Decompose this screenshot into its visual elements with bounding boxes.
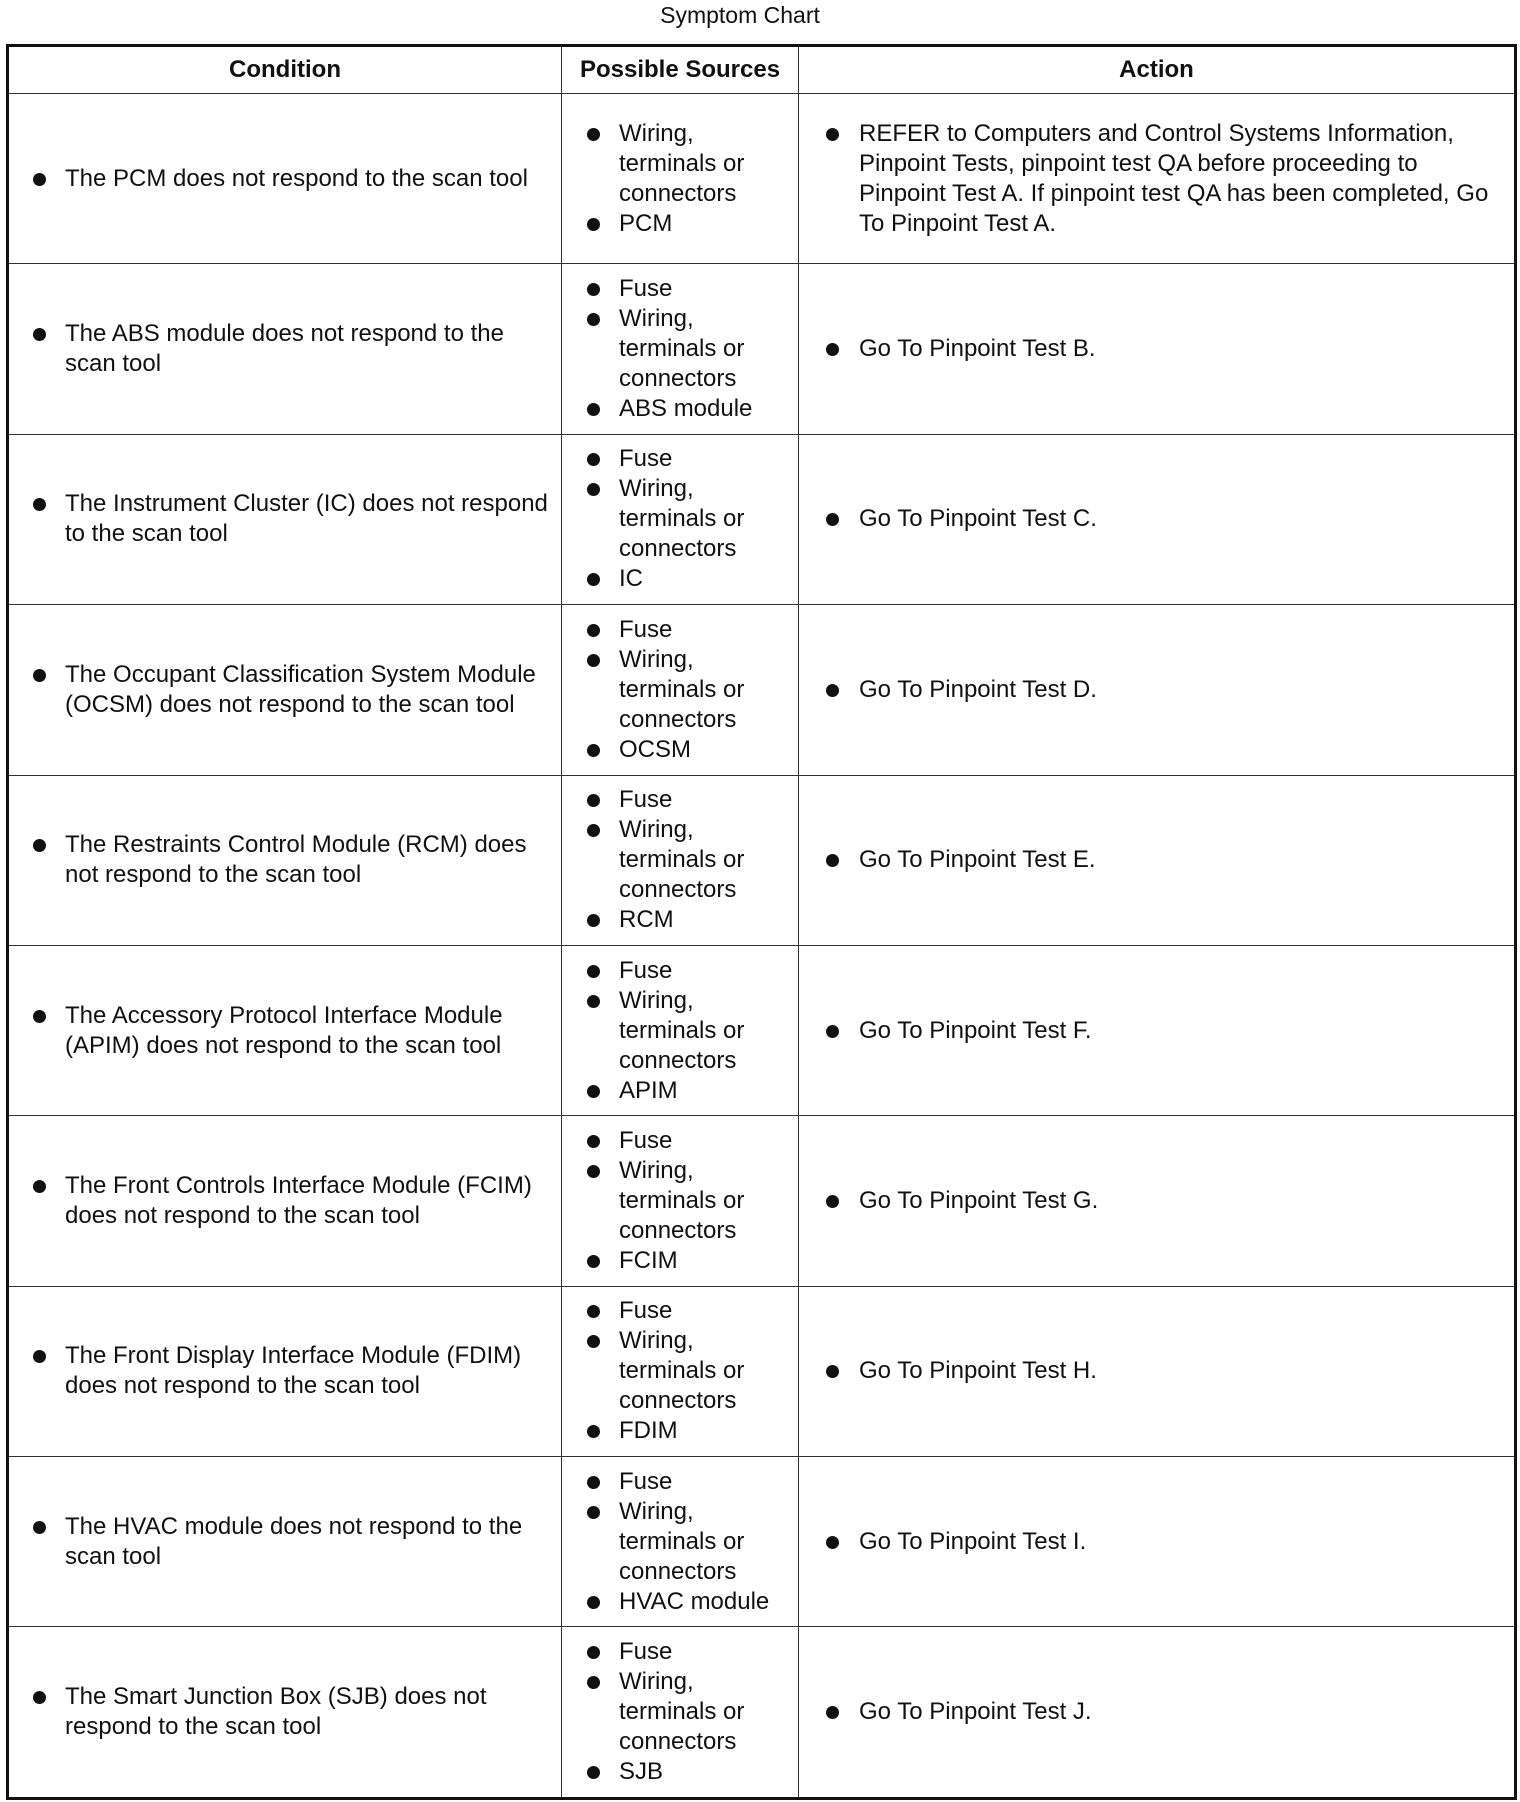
table-row [8,1457,1516,1627]
source-item: Wiring, terminals or connectors [619,645,794,735]
source-item: Wiring, terminals or connectors [619,815,794,905]
condition-text: The Instrument Cluster (IC) does not respond to the scan tool [65,489,551,549]
possible-sources-cell [562,1116,799,1286]
header-possible-sources: Possible Sources [562,46,799,94]
source-item: Fuse [619,1126,794,1156]
action-text: Go To Pinpoint Test D. [859,675,1500,705]
condition-text: The Front Controls Interface Module (FCIM) does not respond to the scan tool [65,1171,551,1231]
action-text: Go To Pinpoint Test G. [859,1186,1500,1216]
possible-sources-cell [562,94,799,264]
condition-cell [8,1627,562,1799]
source-item: IC [619,564,794,594]
action-cell [799,434,1516,604]
source-item: Fuse [619,1467,794,1497]
action-text: Go To Pinpoint Test C. [859,504,1500,534]
source-item: Fuse [619,956,794,986]
condition-cell [8,1457,562,1627]
source-item: FCIM [619,1246,794,1276]
action-cell [799,1627,1516,1799]
action-cell [799,94,1516,264]
header-action: Action [799,46,1516,94]
action-cell [799,945,1516,1115]
source-item: Wiring, terminals or connectors [619,304,794,394]
action-cell [799,1286,1516,1456]
possible-sources-cell [562,1457,799,1627]
possible-sources-cell [562,1627,799,1799]
action-cell [799,605,1516,775]
table-row [8,1627,1516,1799]
action-text: REFER to Computers and Control Systems Information, Pinpoint Tests, pinpoint test QA before proceeding to Pinpoint Test A. If pinpoint test QA has been completed, Go To Pinpoint Test A. [859,119,1500,239]
source-item: Wiring, terminals or connectors [619,474,794,564]
action-cell [799,1116,1516,1286]
source-item: Fuse [619,274,794,304]
source-item: Fuse [619,1296,794,1326]
source-item: RCM [619,905,794,935]
action-text: Go To Pinpoint Test F. [859,1016,1500,1046]
action-text: Go To Pinpoint Test E. [859,845,1500,875]
source-item: HVAC module [619,1587,794,1617]
source-item: SJB [619,1757,794,1787]
source-item: ABS module [619,394,794,424]
source-item: APIM [619,1076,794,1106]
chart-title-text: Symptom Chart [660,2,820,28]
possible-sources-cell [562,945,799,1115]
symptom-table [6,44,1517,1800]
action-text: Go To Pinpoint Test H. [859,1356,1500,1386]
source-item: PCM [619,209,794,239]
source-item: FDIM [619,1416,794,1446]
condition-text: The Restraints Control Module (RCM) does not respond to the scan tool [65,830,551,890]
source-item: Wiring, terminals or connectors [619,986,794,1076]
source-item: Fuse [619,444,794,474]
condition-cell [8,434,562,604]
condition-text: The ABS module does not respond to the scan tool [65,319,551,379]
possible-sources-cell [562,264,799,434]
condition-text: The Accessory Protocol Interface Module (APIM) does not respond to the scan tool [65,1001,551,1061]
condition-text: The Occupant Classification System Module (OCSM) does not respond to the scan tool [65,660,551,720]
possible-sources-cell [562,605,799,775]
table-row [8,1116,1516,1286]
table-row [8,94,1516,264]
table-row [8,945,1516,1115]
condition-cell [8,1286,562,1456]
source-item: Fuse [619,785,794,815]
possible-sources-cell [562,1286,799,1456]
condition-cell [8,945,562,1115]
header-condition: Condition [8,46,562,94]
condition-text: The PCM does not respond to the scan tool [65,164,551,194]
action-cell [799,1457,1516,1627]
source-item: Wiring, terminals or connectors [619,1156,794,1246]
condition-cell [8,94,562,264]
condition-cell [8,264,562,434]
possible-sources-cell [562,775,799,945]
condition-text: The Smart Junction Box (SJB) does not respond to the scan tool [65,1682,551,1742]
condition-text: The HVAC module does not respond to the scan tool [65,1512,551,1572]
condition-cell [8,775,562,945]
table-row [8,434,1516,604]
condition-cell [8,1116,562,1286]
source-item: OCSM [619,735,794,765]
table-row [8,264,1516,434]
source-item: Fuse [619,1637,794,1667]
possible-sources-cell [562,434,799,604]
table-body [8,94,1516,1799]
action-text: Go To Pinpoint Test J. [859,1697,1500,1727]
action-text: Go To Pinpoint Test B. [859,334,1500,364]
source-item: Fuse [619,615,794,645]
condition-text: The Front Display Interface Module (FDIM) does not respond to the scan tool [65,1341,551,1401]
action-cell [799,775,1516,945]
source-item: Wiring, terminals or connectors [619,1667,794,1757]
action-cell [799,264,1516,434]
action-text: Go To Pinpoint Test I. [859,1527,1500,1557]
source-item: Wiring, terminals or connectors [619,1326,794,1416]
condition-cell [8,605,562,775]
table-row [8,1286,1516,1456]
table-row [8,775,1516,945]
chart-title [0,0,1520,30]
source-item: Wiring, terminals or connectors [619,1497,794,1587]
table-row [8,605,1516,775]
source-item: Wiring, terminals or connectors [619,119,794,209]
header-row [8,46,1516,94]
